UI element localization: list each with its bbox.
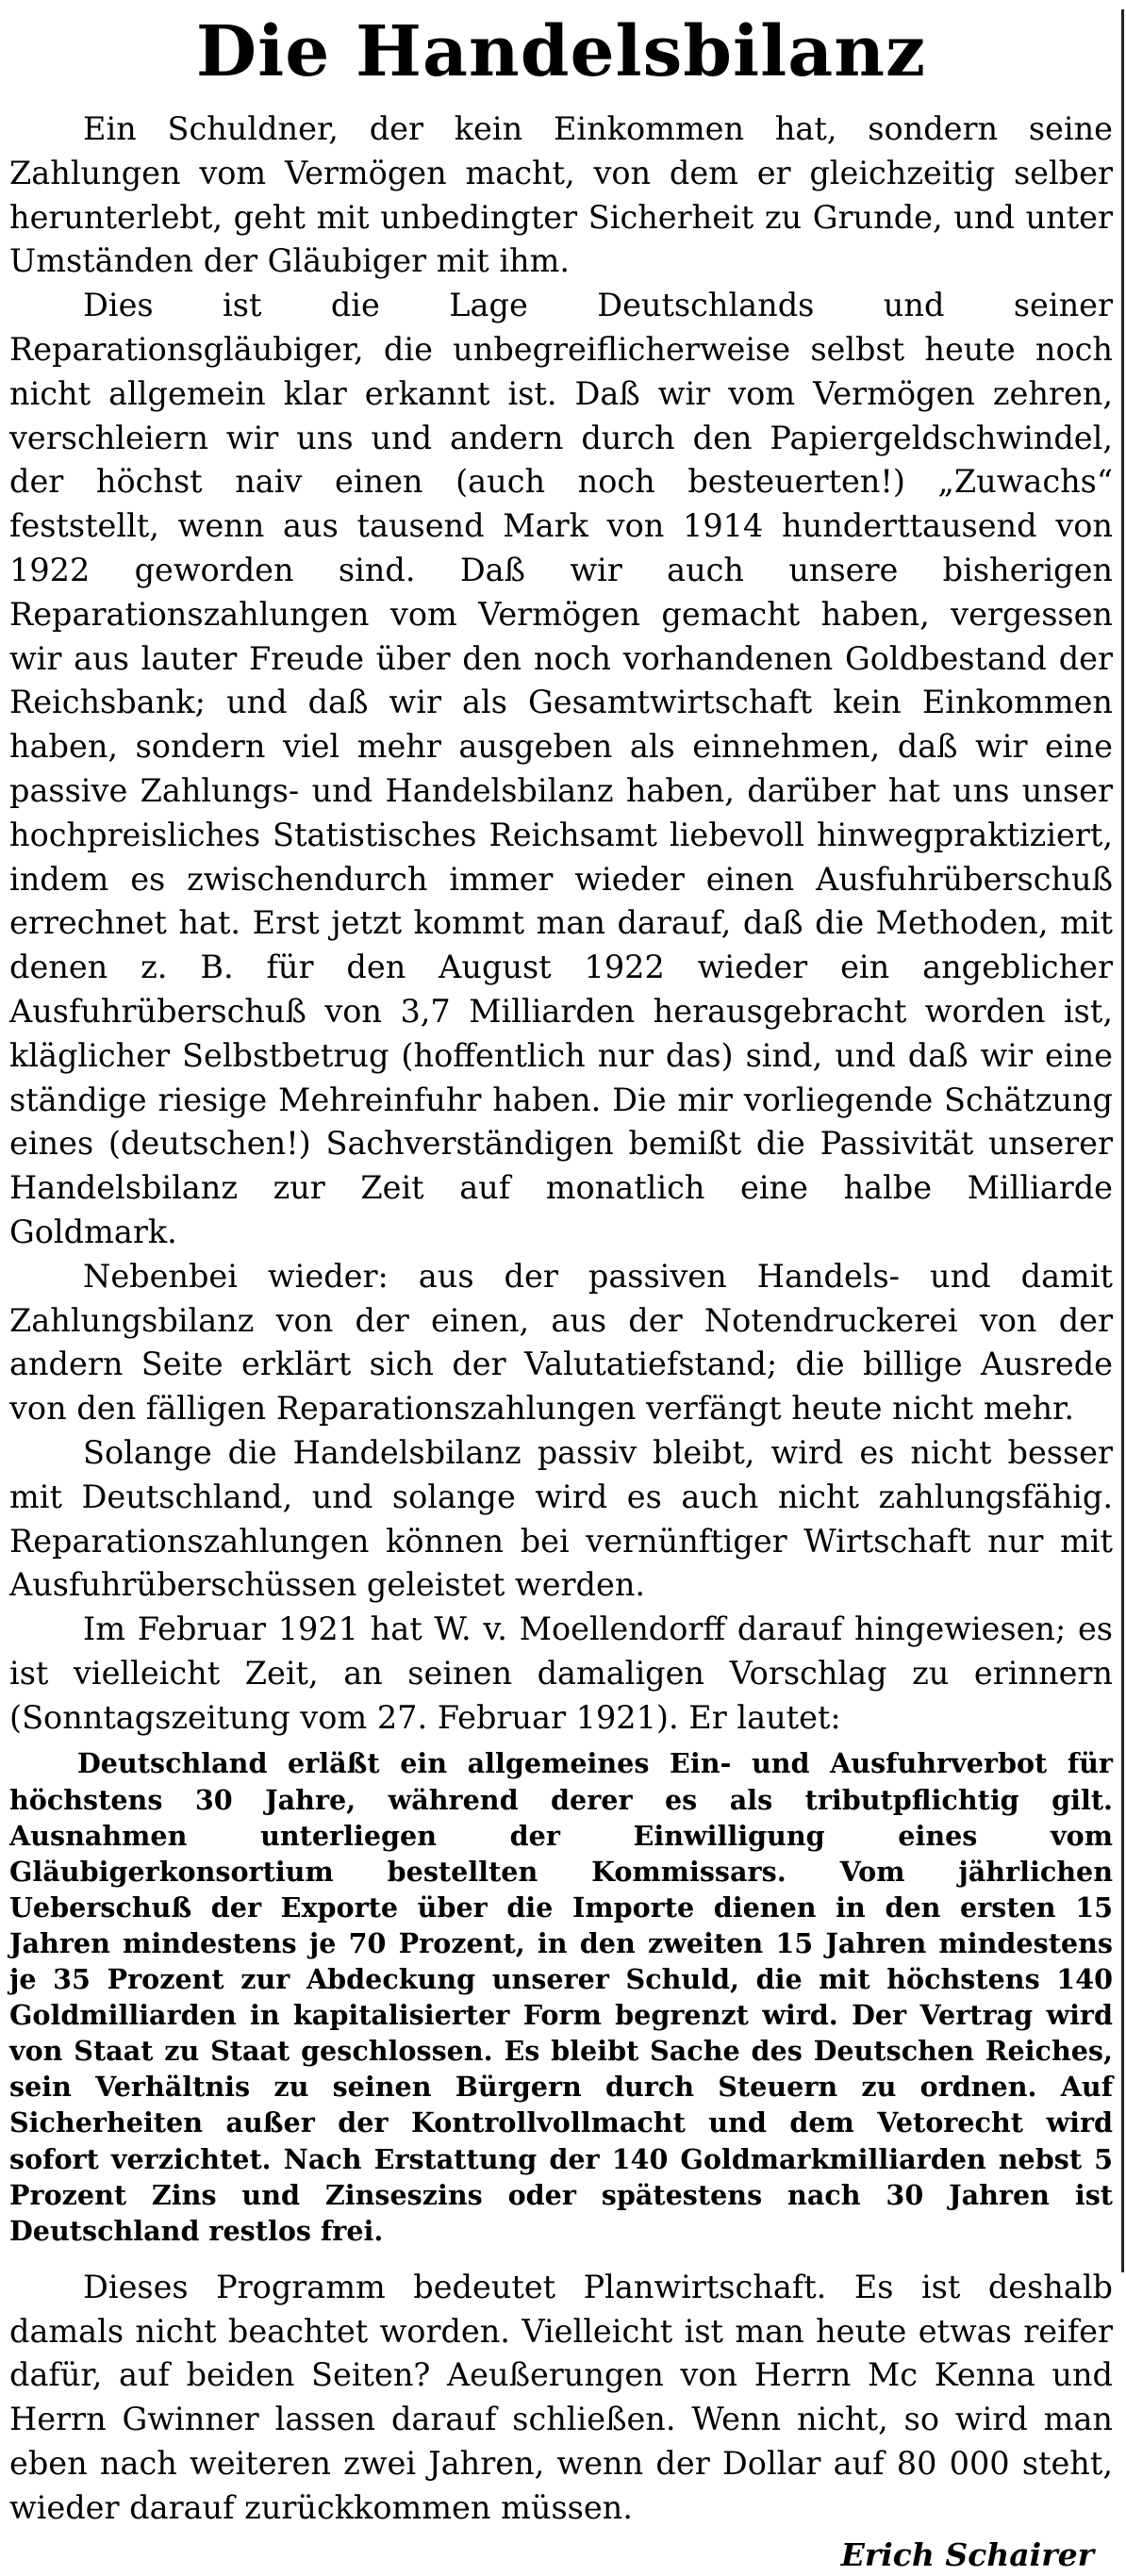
article-paragraph: Dies ist die Lage Deutschlands und seiner Reparationsgläubiger, die unbegreiflicherweise selbst heute noch nicht allgemein klar erkannt ist. Daß wir vom Vermögen zehren, verschleiern wir uns und andern durch den Papiergeldschwindel, der höchst naiv einen (auch noch besteuerten!) „Zuwachs“ feststellt, wenn aus tausend Mark von 1914 hunderttausend von 1922 geworden sind. Daß wir auch unsere bisherigen Reparationszahlungen vom Vermögen gemacht haben, vergessen wir aus lauter Freude über den noch vorhandenen Goldbestand der Reichsbank; und daß wir als Gesamtwirtschaft kein Einkommen haben, sondern viel mehr ausgeben als einnehmen, daß wir eine passive Zahlungs- und Handelsbilanz haben, darüber hat uns unser hochpreisliches Statistisches Reichsamt liebevoll hinwegpraktiziert, indem es zwischendurch immer wieder einen Ausfuhrüberschuß errechnet hat. Erst jetzt kommt man darauf, daß die Methoden, mit denen z. B. für den August 1922 wieder ein angeblicher Ausfuhrüberschuß von 3,7 Milliarden herausgebracht worden ist, kläglicher Selbstbetrug (hoffentlich nur das) sind, und daß wir eine ständige riesige Mehreinfuhr haben. Die mir vorliegende Schätzung eines (deutschen!) Sachverständigen bemißt die Passivität unserer Handelsbilanz zur Zeit auf monatlich eine halbe Milliarde Goldmark. [9, 287, 1113, 1250]
author-signature: Erich Schairer [840, 2535, 1094, 2573]
article-paragraph: Im Februar 1921 hat W. v. Moellendorff darauf hingewiesen; es ist vielleicht Zeit, an seinen damaligen Vorschlag zu erinnern (Sonntagszeitung vom 27. Februar 1921). Er lautet: [9, 1610, 1113, 1736]
column-rule [1121, 9, 1124, 2272]
quoted-proposal: Deutschland erläßt ein allgemeines Ein- und Ausfuhrverbot für höchstens 30 Jahre, während derer es als tributpflichtig gilt. Ausnahmen unterliegen der Einwilligung eines vom Gläubigerkonsortium bestellten Kommissars. Vom jährlichen Ueberschuß der Exporte über die Importe dienen in den ersten 15 Jahren mindestens je 70 Prozent, in den zweiten 15 Jahren mindestens je 35 Prozent zur Abdeckung unserer Schuld, die mit höchstens 140 Goldmilliarden in kapitalisierter Form begrenzt wird. Der Vertrag wird von Staat zu Staat geschlossen. Es bleibt Sache des Deutschen Reiches, sein Verhältnis zu seinen Bürgern durch Steuern zu ordnen. Auf Sicherheiten außer der Kontrollvollmacht und dem Vetorecht wird sofort verzichtet. Nach Erstattung der 140 Goldmarkmilliarden nebst 5 Prozent Zins und Zinseszins oder spätestens nach 30 Jahren ist Deutschland restlos frei. [9, 1747, 1113, 2247]
newspaper-page [0, 9, 1126, 2573]
closing-paragraph: Dieses Programm bedeutet Planwirtschaft. Es ist deshalb damals nicht beachtet worden. Vielleicht ist man heute etwas reifer dafür, auf beiden Seiten? Aeußerungen von Herrn Mc Kenna und Herrn Gwinner lassen darauf schließen. Wenn nicht, so wird man eben nach weiteren zwei Jahren, wenn der Dollar auf 80 000 steht, wieder darauf zurückkommen müssen. [9, 2268, 1113, 2526]
article-body [9, 107, 1113, 2576]
article-paragraph: Nebenbei wieder: aus der passiven Handels- und damit Zahlungsbilanz von der einen, aus der Notendruckerei von der andern Seite erklärt sich der Valutatiefstand; die billige Ausrede von den fälligen Reparationszahlungen verfängt heute nicht mehr. [9, 1257, 1113, 1428]
article-title: Die Handelsbilanz [195, 11, 927, 92]
article-paragraph: Solange die Handelsbilanz passiv bleibt, wird es nicht besser mit Deutschland, und solange wird es auch nicht zahlungsfähig. Reparationszahlungen können bei vernünftiger Wirtschaft nur mit Ausfuhrüberschüssen geleistet werden. [9, 1433, 1113, 1604]
article-paragraph: Ein Schuldner, der kein Einkommen hat, sondern seine Zahlungen vom Vermögen macht, von dem er gleichzeitig selber herunterlebt, geht mit unbedingter Sicherheit zu Grunde, und unter Umständen der Gläubiger mit ihm. [9, 110, 1113, 280]
